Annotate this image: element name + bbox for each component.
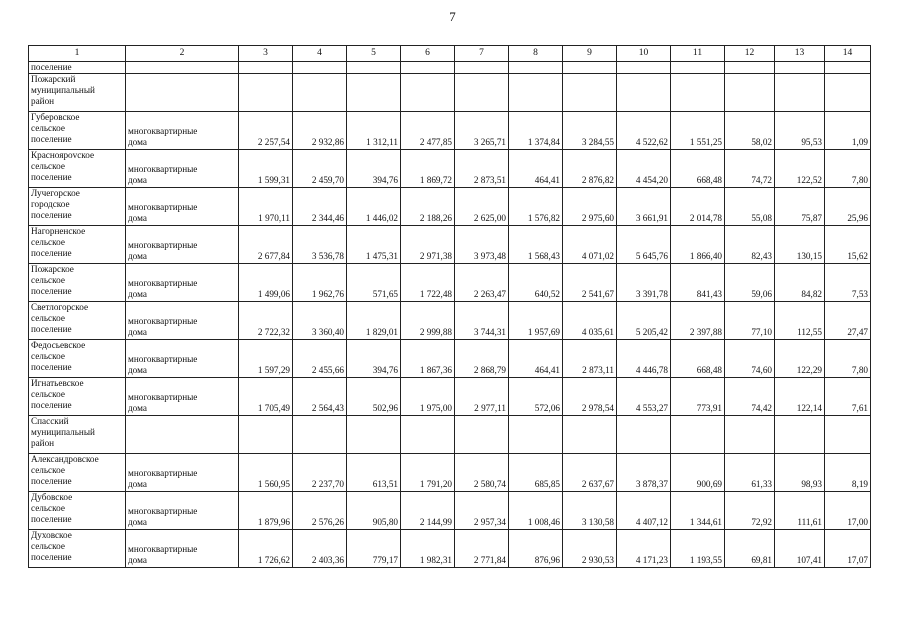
value-cell [239,74,293,112]
value-cell: 2 873,11 [563,340,617,378]
value-cell: 3 284,55 [563,112,617,150]
value-cell: 905,80 [347,492,401,530]
value-cell [401,416,455,454]
housing-type: многоквартирные дома [126,454,239,492]
column-header: 2 [126,46,239,62]
page-number: 7 [449,9,456,24]
value-cell: 779,17 [347,530,401,568]
value-cell: 2 975,60 [563,188,617,226]
value-cell [239,416,293,454]
value-cell: 4 171,23 [617,530,671,568]
value-cell: 61,33 [725,454,775,492]
value-cell: 112,55 [775,302,825,340]
value-cell: 2 771,84 [455,530,509,568]
value-cell [617,416,671,454]
settlement-name: Федосьевское сельское поселение [29,340,126,378]
housing-type: многоквартирные дома [126,340,239,378]
value-cell: 1 970,11 [239,188,293,226]
settlement-name: Дубовское сельское поселение [29,492,126,530]
value-cell: 7,80 [825,340,871,378]
value-cell: 1 791,20 [401,454,455,492]
value-cell [563,416,617,454]
value-cell: 74,72 [725,150,775,188]
value-cell: 394,76 [347,150,401,188]
value-cell: 668,48 [671,340,725,378]
table-row [29,264,871,302]
district-name: Пожарский муниципальный район [29,74,126,112]
district-name: Спасский муниципальный район [29,416,126,454]
value-cell: 2 677,84 [239,226,293,264]
value-cell: 464,41 [509,150,563,188]
housing-type: многоквартирные дома [126,150,239,188]
column-header: 10 [617,46,671,62]
value-cell [671,74,725,112]
value-cell: 1 597,29 [239,340,293,378]
value-cell: 2 873,51 [455,150,509,188]
table-row [29,226,871,264]
value-cell: 1 957,69 [509,302,563,340]
value-cell: 59,06 [725,264,775,302]
table-row [29,340,871,378]
table-row [29,188,871,226]
value-cell: 2 237,70 [293,454,347,492]
value-cell: 82,43 [725,226,775,264]
value-cell: 3 973,48 [455,226,509,264]
value-cell: 4 522,62 [617,112,671,150]
housing-type: многоквартирные дома [126,112,239,150]
value-cell: 2 144,99 [401,492,455,530]
column-header: 6 [401,46,455,62]
value-cell: 2 477,85 [401,112,455,150]
value-cell: 25,96 [825,188,871,226]
value-cell: 1 866,40 [671,226,725,264]
value-cell: 107,41 [775,530,825,568]
value-cell: 2 459,70 [293,150,347,188]
value-cell: 1 962,76 [293,264,347,302]
housing-type: многоквартирные дома [126,226,239,264]
column-header: 13 [775,46,825,62]
housing-type: многоквартирные дома [126,264,239,302]
value-cell: 84,82 [775,264,825,302]
value-cell: 3 360,40 [293,302,347,340]
housing-type [126,74,239,112]
value-cell: 464,41 [509,340,563,378]
value-cell: 3 391,78 [617,264,671,302]
value-cell [825,416,871,454]
value-cell: 773,91 [671,378,725,416]
value-cell: 2 930,53 [563,530,617,568]
district-row [29,416,871,454]
housing-type: многоквартирные дома [126,378,239,416]
value-cell: 2 625,00 [455,188,509,226]
value-cell: 4 407,12 [617,492,671,530]
value-cell: 1 374,84 [509,112,563,150]
value-cell: 122,14 [775,378,825,416]
value-cell: 640,52 [509,264,563,302]
value-cell: 111,61 [775,492,825,530]
value-cell: 15,62 [825,226,871,264]
table-row [29,492,871,530]
value-cell: 2 957,34 [455,492,509,530]
value-cell: 2 403,36 [293,530,347,568]
value-cell: 1,09 [825,112,871,150]
value-cell: 75,87 [775,188,825,226]
column-header: 8 [509,46,563,62]
value-cell: 2 978,54 [563,378,617,416]
value-cell: 7,53 [825,264,871,302]
value-cell: 1 499,06 [239,264,293,302]
value-cell: 876,96 [509,530,563,568]
value-cell: 27,47 [825,302,871,340]
housing-type: многоквартирные дома [126,302,239,340]
value-cell: 1 829,01 [347,302,401,340]
value-cell [825,74,871,112]
value-cell: 5 645,76 [617,226,671,264]
table-row [29,302,871,340]
value-cell: 1 599,31 [239,150,293,188]
table-row [29,378,871,416]
column-header: 14 [825,46,871,62]
value-cell: 58,02 [725,112,775,150]
value-cell: 77,10 [725,302,775,340]
value-cell: 7,80 [825,150,871,188]
value-cell: 3 661,91 [617,188,671,226]
value-cell [775,416,825,454]
value-cell [509,74,563,112]
value-cell: 572,06 [509,378,563,416]
value-cell: 2 999,88 [401,302,455,340]
settlement-name: Губеровское сельское поселение [29,112,126,150]
value-cell [293,416,347,454]
column-header: 4 [293,46,347,62]
value-cell [563,74,617,112]
value-cell [455,416,509,454]
value-cell: 1 446,02 [347,188,401,226]
table-row [29,530,871,568]
column-header: 11 [671,46,725,62]
value-cell [725,416,775,454]
value-cell: 2 188,26 [401,188,455,226]
value-cell: 3 130,58 [563,492,617,530]
housing-type: многоквартирные дома [126,492,239,530]
value-cell: 900,69 [671,454,725,492]
housing-type: многоквартирные дома [126,530,239,568]
value-cell [347,74,401,112]
value-cell: 685,85 [509,454,563,492]
value-cell: 2 344,46 [293,188,347,226]
column-header: 5 [347,46,401,62]
header-row [29,46,871,62]
value-cell: 2 576,26 [293,492,347,530]
settlement-name: Нагорненское сельское поселение [29,226,126,264]
column-header: 9 [563,46,617,62]
value-cell: 2 932,86 [293,112,347,150]
settlement-name: Духовское сельское поселение [29,530,126,568]
value-cell: 841,43 [671,264,725,302]
column-header: 7 [455,46,509,62]
value-cell [455,74,509,112]
value-cell: 3 744,31 [455,302,509,340]
value-cell: 122,29 [775,340,825,378]
value-cell: 2 971,38 [401,226,455,264]
column-header: 3 [239,46,293,62]
value-cell: 4 071,02 [563,226,617,264]
housing-type [126,416,239,454]
value-cell: 1 344,61 [671,492,725,530]
data-table [28,45,871,568]
table-row [29,150,871,188]
value-cell: 3 536,78 [293,226,347,264]
value-cell: 2 257,54 [239,112,293,150]
value-cell [401,74,455,112]
continuation-label: поселение [29,62,126,74]
value-cell: 98,93 [775,454,825,492]
value-cell: 571,65 [347,264,401,302]
value-cell: 8,19 [825,454,871,492]
settlement-name: Лучегорское городское поселение [29,188,126,226]
column-header: 1 [29,46,126,62]
value-cell: 2 580,74 [455,454,509,492]
value-cell [725,74,775,112]
table-body [29,62,871,568]
value-cell: 1 568,43 [509,226,563,264]
housing-type: многоквартирные дома [126,188,239,226]
column-header: 12 [725,46,775,62]
value-cell: 7,61 [825,378,871,416]
value-cell: 2 868,79 [455,340,509,378]
value-cell: 4 553,27 [617,378,671,416]
district-row [29,74,871,112]
value-cell: 2 397,88 [671,302,725,340]
value-cell: 2 014,78 [671,188,725,226]
value-cell: 4 446,78 [617,340,671,378]
value-cell: 17,07 [825,530,871,568]
value-cell: 1 982,31 [401,530,455,568]
value-cell: 5 205,42 [617,302,671,340]
value-cell: 1 879,96 [239,492,293,530]
value-cell [775,74,825,112]
settlement-name: Светлогорское сельское поселение [29,302,126,340]
value-cell: 1 551,25 [671,112,725,150]
value-cell: 2 541,67 [563,264,617,302]
value-cell: 2 263,47 [455,264,509,302]
value-cell: 1 193,55 [671,530,725,568]
value-cell: 1 008,46 [509,492,563,530]
value-cell: 17,00 [825,492,871,530]
value-cell: 613,51 [347,454,401,492]
settlement-name: Красноярovское сельское поселение [29,150,126,188]
value-cell: 4 035,61 [563,302,617,340]
value-cell: 1 312,11 [347,112,401,150]
value-cell: 1 869,72 [401,150,455,188]
value-cell: 1 576,82 [509,188,563,226]
value-cell: 668,48 [671,150,725,188]
value-cell: 502,96 [347,378,401,416]
continuation-row [29,62,871,74]
value-cell [509,416,563,454]
table-row [29,454,871,492]
table-row [29,112,871,150]
value-cell: 4 454,20 [617,150,671,188]
value-cell: 394,76 [347,340,401,378]
value-cell: 55,08 [725,188,775,226]
value-cell: 2 455,66 [293,340,347,378]
value-cell [617,74,671,112]
value-cell [293,74,347,112]
value-cell: 130,15 [775,226,825,264]
settlement-name: Игнатьевское сельское поселение [29,378,126,416]
value-cell: 2 977,11 [455,378,509,416]
value-cell [347,416,401,454]
settlement-name: Александровское сельское поселение [29,454,126,492]
settlement-name: Пожарское сельское поселение [29,264,126,302]
value-cell: 69,81 [725,530,775,568]
value-cell: 1 560,95 [239,454,293,492]
value-cell: 72,92 [725,492,775,530]
value-cell: 1 705,49 [239,378,293,416]
value-cell [671,416,725,454]
value-cell: 1 726,62 [239,530,293,568]
value-cell: 2 722,32 [239,302,293,340]
value-cell: 1 867,36 [401,340,455,378]
value-cell: 1 975,00 [401,378,455,416]
value-cell: 74,42 [725,378,775,416]
value-cell: 3 878,37 [617,454,671,492]
value-cell: 2 564,43 [293,378,347,416]
value-cell: 2 876,82 [563,150,617,188]
value-cell: 3 265,71 [455,112,509,150]
value-cell: 74,60 [725,340,775,378]
value-cell: 1 722,48 [401,264,455,302]
value-cell: 122,52 [775,150,825,188]
value-cell: 95,53 [775,112,825,150]
value-cell: 2 637,67 [563,454,617,492]
value-cell: 1 475,31 [347,226,401,264]
